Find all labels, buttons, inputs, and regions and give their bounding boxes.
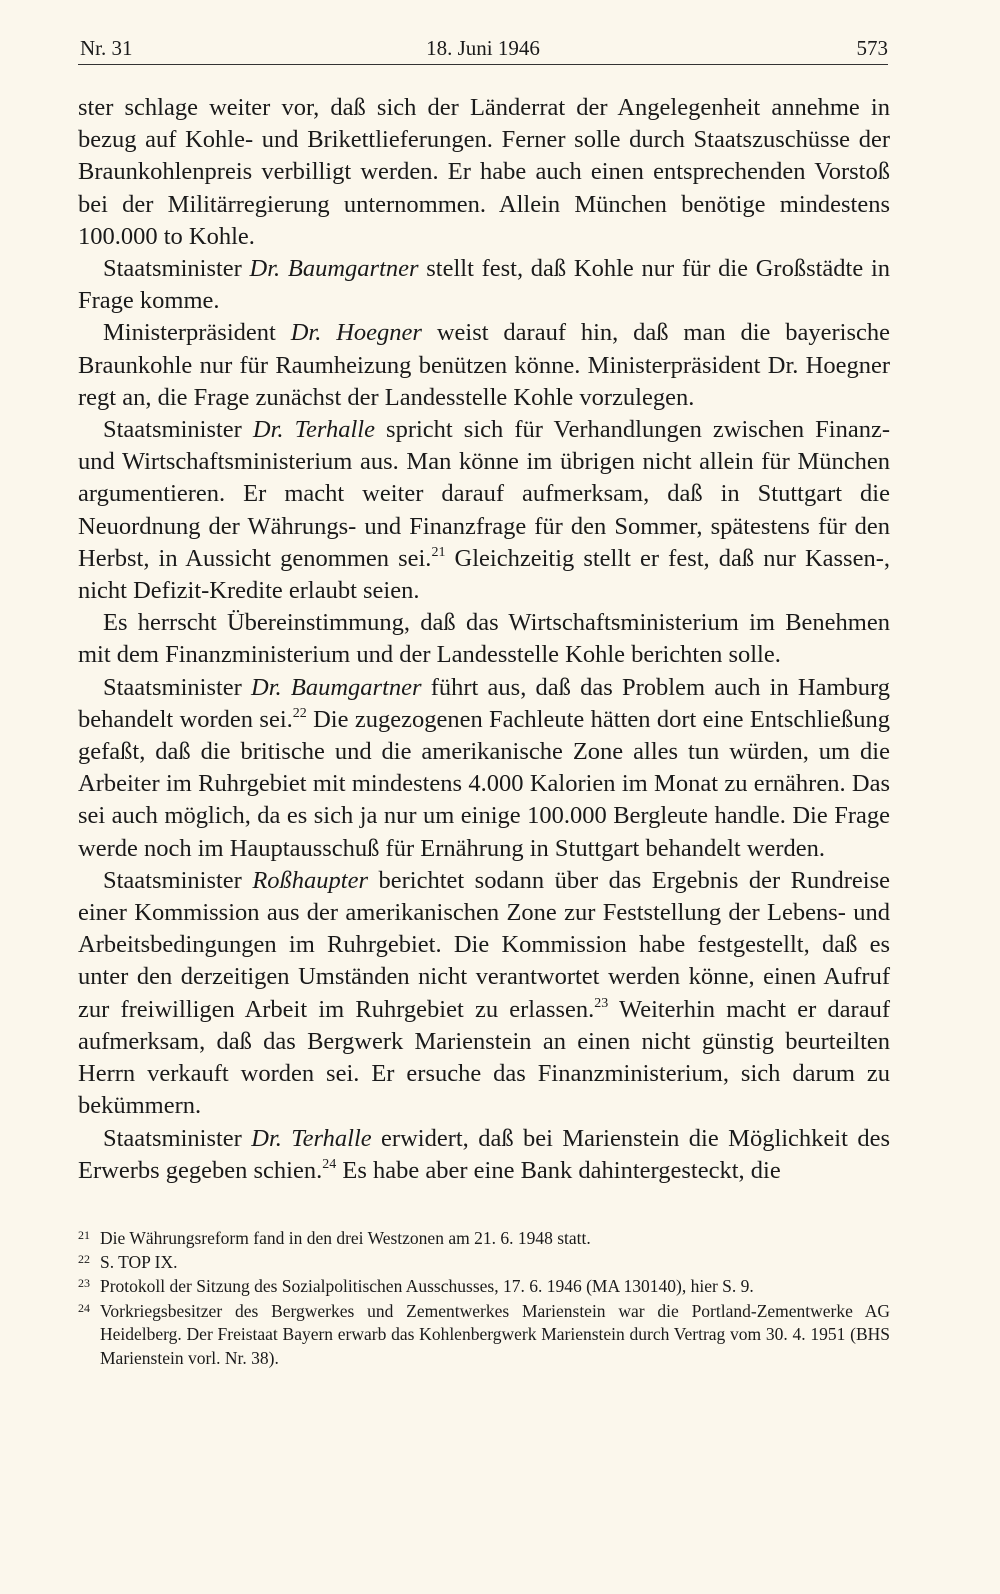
paragraph (78, 414, 890, 607)
paragraph-text: Staatsminister (103, 1124, 252, 1152)
body-text (78, 92, 890, 1187)
paragraph-text: Staatsminister (103, 255, 250, 283)
paragraph-text: Staatsminister (103, 416, 253, 444)
footnote (78, 1300, 890, 1371)
speaker-name: Dr. Terhalle (252, 416, 375, 444)
footnote (78, 1251, 890, 1275)
speaker-name: Dr. Hoegner (290, 319, 422, 347)
speaker-name: Roßhaupter (252, 866, 368, 894)
speaker-name: Dr. Baumgartner (251, 673, 422, 701)
page-date: 18. Juni 1946 (426, 36, 540, 60)
footnotes (78, 1227, 890, 1371)
paragraph-text: erwidert, daß bei Marienstein die Möglichkeit des Erwerbs gegeben schien. (78, 1124, 890, 1184)
paragraph-text: führt aus, daß das Problem auch in Hamburg behandelt worden sei. (78, 673, 891, 733)
issue-number: Nr. 31 (80, 36, 133, 60)
page-number: 573 (856, 36, 888, 60)
footnote-reference: 21 (431, 544, 446, 560)
paragraph-text: stellt fest, daß Kohle nur für die Großstädte in Frage komme. (78, 255, 890, 315)
paragraph-text: Ministerpräsident (103, 319, 291, 347)
footnote (78, 1227, 890, 1251)
footnote-reference: 24 (322, 1156, 337, 1172)
footnote-text: Die Währungsreform fand in den drei Westzonen am 21. 6. 1948 statt. (100, 1228, 591, 1248)
paragraph (78, 253, 890, 317)
paragraph-text: Staatsminister (103, 866, 253, 894)
paragraph (78, 92, 890, 253)
paragraph (78, 1123, 890, 1187)
paragraph-text: ster schlage weiter vor, daß sich der Länderrat der Angelegenheit annehme in bezug auf Kohle- und Brikettlieferungen. Ferner solle durch Staatszuschüsse der Braunkohlenpreis verbilligt werden. Er habe auch einen entsprechenden Vorstoß bei der Militärregierung unternommen. Allein München benötige mindestens 100.000 to Kohle. (78, 94, 890, 250)
paragraph-text: spricht sich für Verhandlungen zwischen Finanz- und Wirtschaftsministerium aus. Man könne im übrigen nicht allein für München argumentieren. Er macht weiter darauf aufmerksam, daß in Stuttgart die Neuordnung der Währungs- und Finanzfrage für den Sommer, spätestens für den Herbst, in Aussicht genommen sei. (78, 416, 890, 572)
paragraph-text: Gleichzeitig stellt er fest, daß nur Kassen-, nicht Defizit-Kredite erlaubt seien. (78, 544, 890, 605)
speaker-name: Dr. Baumgartner (249, 255, 419, 283)
page-header (78, 34, 888, 65)
footnote (78, 1275, 890, 1299)
paragraph-text: Weiterhin macht er darauf aufmerksam, daß das Bergwerk Marienstein an einen nicht günstig beurteilten Herrn verkauft worden sei. Er ersuche das Finanzministerium, sich darum zu bekümmern. (78, 995, 890, 1120)
footnote-number: 24 (78, 1300, 90, 1315)
paragraph-text: weist darauf hin, daß man die bayerische Braunkohle nur für Raumheizung benützen könne. Ministerpräsident Dr. Hoegner regt an, die Frage zunächst der Landesstelle Kohle vorzulegen. (78, 319, 891, 411)
footnote-number: 23 (78, 1276, 90, 1291)
paragraph-text: Es herrscht Übereinstimmung, daß das Wirtschaftsministerium im Benehmen mit dem Finanzministerium und der Landesstelle Kohle berichten solle. (78, 609, 890, 669)
paragraph-text: Staatsminister (103, 673, 252, 701)
footnote-text: S. TOP IX. (100, 1252, 178, 1273)
paragraph (78, 607, 890, 671)
footnote-text: Vorkriegsbesitzer des Bergwerkes und Zementwerkes Marienstein war die Portland-Zementwerke AG Heidelberg. Der Freistaat Bayern erwarb das Kohlenbergwerk Marienstein durch Vertrag vom 30. 4. 1951 (BHS Marienstein vorl. Nr. 38). (100, 1300, 890, 1368)
paragraph-text: Es habe aber eine Bank dahintergesteckt, die (336, 1156, 781, 1184)
paragraph-text: berichtet sodann über das Ergebnis der Rundreise einer Kommission aus der amerikanischen Zone zur Feststellung der Lebens- und Arbeitsbedingungen im Ruhrgebiet. Die Kommission habe festgestellt, daß es unter den derzeitigen Umständen nicht verantwortet werden könne, einen Aufruf zur freiwilligen Arbeit im Ruhrgebiet zu erlassen. (78, 866, 890, 1023)
paragraph (78, 865, 890, 1123)
footnote-number: 22 (78, 1252, 90, 1267)
speaker-name: Dr. Terhalle (251, 1124, 372, 1152)
footnote-reference: 23 (594, 995, 609, 1011)
paragraph-text: Die zugezogenen Fachleute hätten dort eine Entschließung gefaßt, daß die britische und die amerikanische Zone alles tun würden, um die Arbeiter im Ruhrgebiet mit mindestens 4.000 Kalorien im Monat zu ernähren. Das sei auch möglich, da es sich ja nur um einige 100.000 Bergleute handle. Die Frage werde noch im Hauptausschuß für Ernährung in Stuttgart behandelt werden. (78, 705, 890, 862)
paragraph (78, 672, 890, 865)
paragraph (78, 317, 890, 414)
footnote-number: 21 (78, 1228, 90, 1242)
footnote-reference: 22 (292, 705, 307, 721)
footnote-text: Protokoll der Sitzung des Sozialpolitischen Ausschusses, 17. 6. 1946 (MA 130140), hier S. 9. (100, 1276, 754, 1297)
